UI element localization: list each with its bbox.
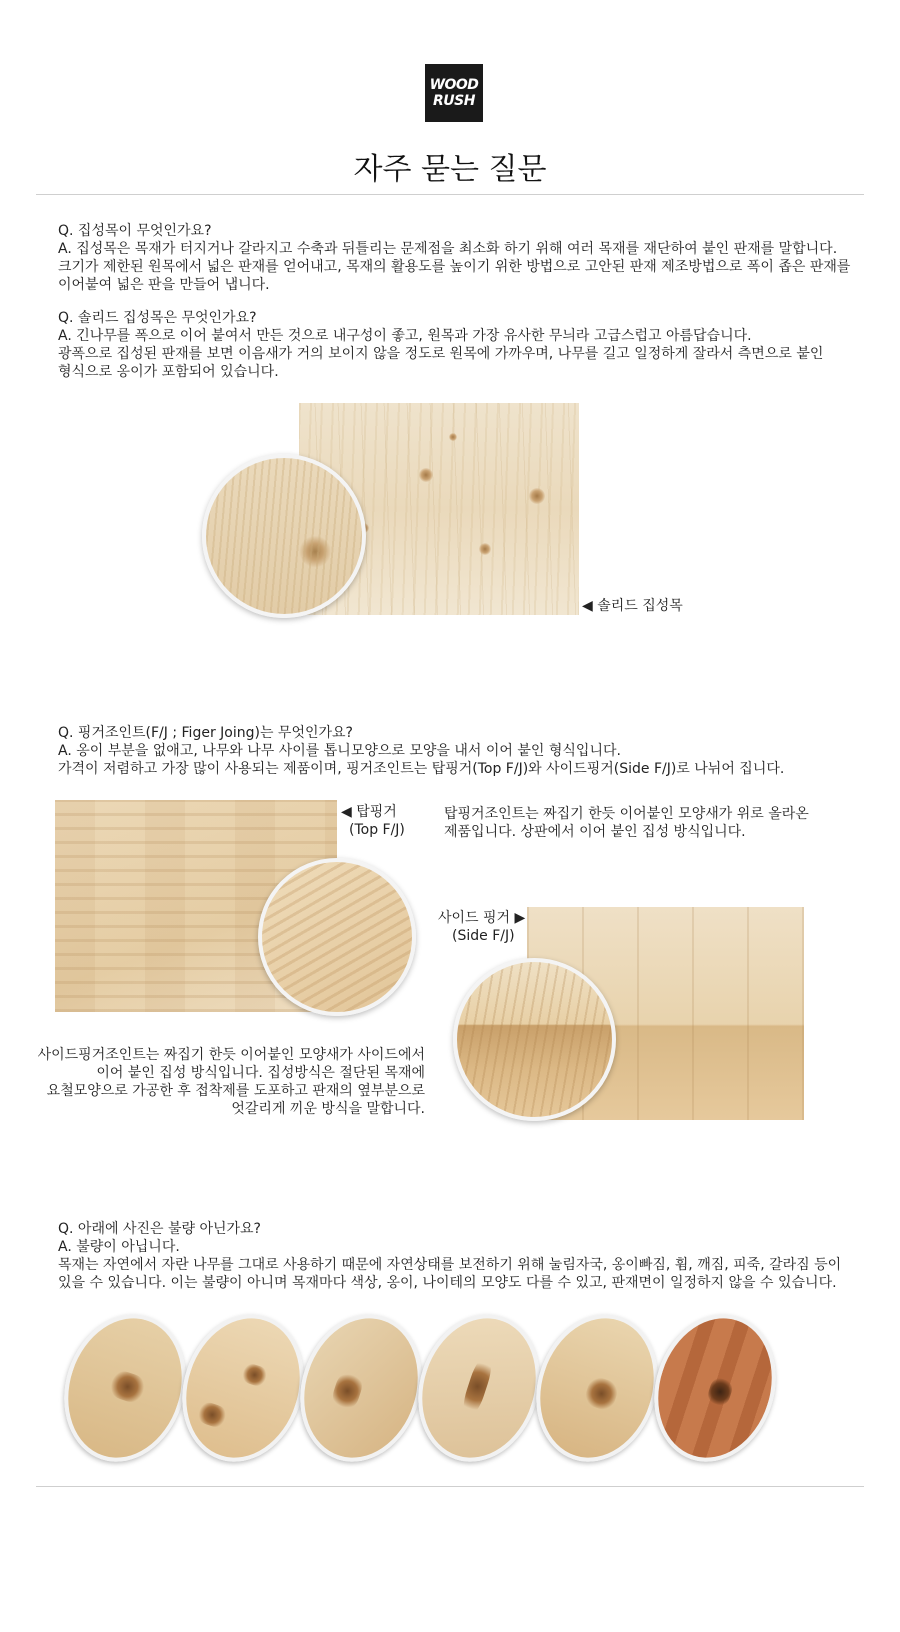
defect-photo-4: [400, 1298, 559, 1477]
top-finger-description: 탑핑거조인트는 짜집기 한듯 이어붙인 모양새가 위로 올라온 제품입니다. 상판에서 이어 붙인 집성 방식입니다.: [444, 806, 809, 840]
brand-logo: [425, 64, 483, 122]
defect-photo-1: [46, 1298, 205, 1477]
solid-wood-caption: ◀ 솔리드 집성목: [582, 598, 683, 614]
faq-answer-line: 광폭으로 집성된 판재를 보면 이음새가 거의 보이지 않을 정도로 원목에 가까우며, 나무를 길고 일정하게 잘라서 측면으로 붙인: [58, 346, 824, 362]
faq-question: Q. 핑거조인트(F/J ; Figer Joing)는 무엇인가요?: [58, 725, 353, 741]
logo-line-2: RUSH: [433, 93, 475, 109]
faq-answer-line: A. 불량이 아닙니다.: [58, 1239, 180, 1255]
solid-wood-closeup: [202, 454, 366, 618]
side-finger-closeup: [453, 958, 616, 1121]
bottom-divider: [36, 1486, 864, 1487]
page-title: 자주 묻는 질문: [353, 152, 547, 187]
faq-question: Q. 아래에 사진은 불량 아닌가요?: [58, 1221, 261, 1237]
faq-question: Q. 솔리드 집성목은 무엇인가요?: [58, 310, 257, 326]
faq-answer-line: A. 집성목은 목재가 터지거나 갈라지고 수축과 뒤틀리는 문제점을 최소화 하기 위해 여러 목재를 재단하여 붙인 판재를 말합니다.: [58, 241, 838, 257]
faq-answer-line: 목재는 자연에서 자란 나무를 그대로 사용하기 때문에 자연상태를 보전하기 위해 눌림자국, 옹이빠짐, 휨, 깨짐, 피죽, 갈라짐 등이: [58, 1257, 842, 1273]
faq-answer-line: 이어붙여 넓은 판을 만들어 냅니다.: [58, 277, 270, 293]
top-finger-caption: ◀ 탑핑거 (Top F/J): [341, 804, 405, 838]
faq-item-4: [58, 1220, 858, 1292]
faq-item-1: [58, 222, 858, 294]
top-finger-closeup: [258, 858, 416, 1016]
side-finger-description: 사이드핑거조인트는 짜집기 한듯 이어붙인 모양새가 사이드에서 이어 붙인 집성 방식입니다. 집성방식은 절단된 목재에 요철모양으로 가공한 후 접착제를 도포하고 판재의 옆부분으로 엇갈리게 끼운 방식을 말합니다.: [37, 1047, 425, 1117]
faq-answer-line: A. 긴나무를 폭으로 이어 붙여서 만든 것으로 내구성이 좋고, 원목과 가장 유사한 무늬라 고급스럽고 아름답습니다.: [58, 328, 752, 344]
top-divider: [36, 194, 864, 195]
side-finger-caption: 사이드 핑거 ▶ (Side F/J): [438, 910, 526, 944]
faq-answer-line: 형식으로 옹이가 포함되어 있습니다.: [58, 364, 279, 380]
defect-photo-6: [636, 1298, 795, 1477]
faq-answer-line: 있을 수 있습니다. 이는 불량이 아니며 목재마다 색상, 옹이, 나이테의 모양도 다를 수 있고, 판재면이 일정하지 않을 수 있습니다.: [58, 1275, 837, 1291]
faq-answer-line: 크기가 제한된 원목에서 넓은 판재를 얻어내고, 목재의 활용도를 높이기 위한 방법으로 고안된 판재 제조방법으로 폭이 좁은 판재를: [58, 259, 851, 275]
faq-item-3: [58, 724, 858, 778]
faq-answer-line: A. 옹이 부분을 없애고, 나무와 나무 사이를 톱니모양으로 모양을 내서 이어 붙인 형식입니다.: [58, 743, 621, 759]
defect-photo-3: [282, 1298, 441, 1477]
logo-line-1: WOOD: [429, 77, 479, 93]
faq-item-2: [58, 309, 858, 381]
defect-photo-2: [164, 1298, 323, 1477]
defect-photo-5: [518, 1298, 677, 1477]
faq-question: Q. 집성목이 무엇인가요?: [58, 223, 212, 239]
faq-answer-line: 가격이 저렴하고 가장 많이 사용되는 제품이며, 핑거조인트는 탑핑거(Top F/J)와 사이드핑거(Side F/J)로 나뉘어 집니다.: [58, 761, 785, 777]
